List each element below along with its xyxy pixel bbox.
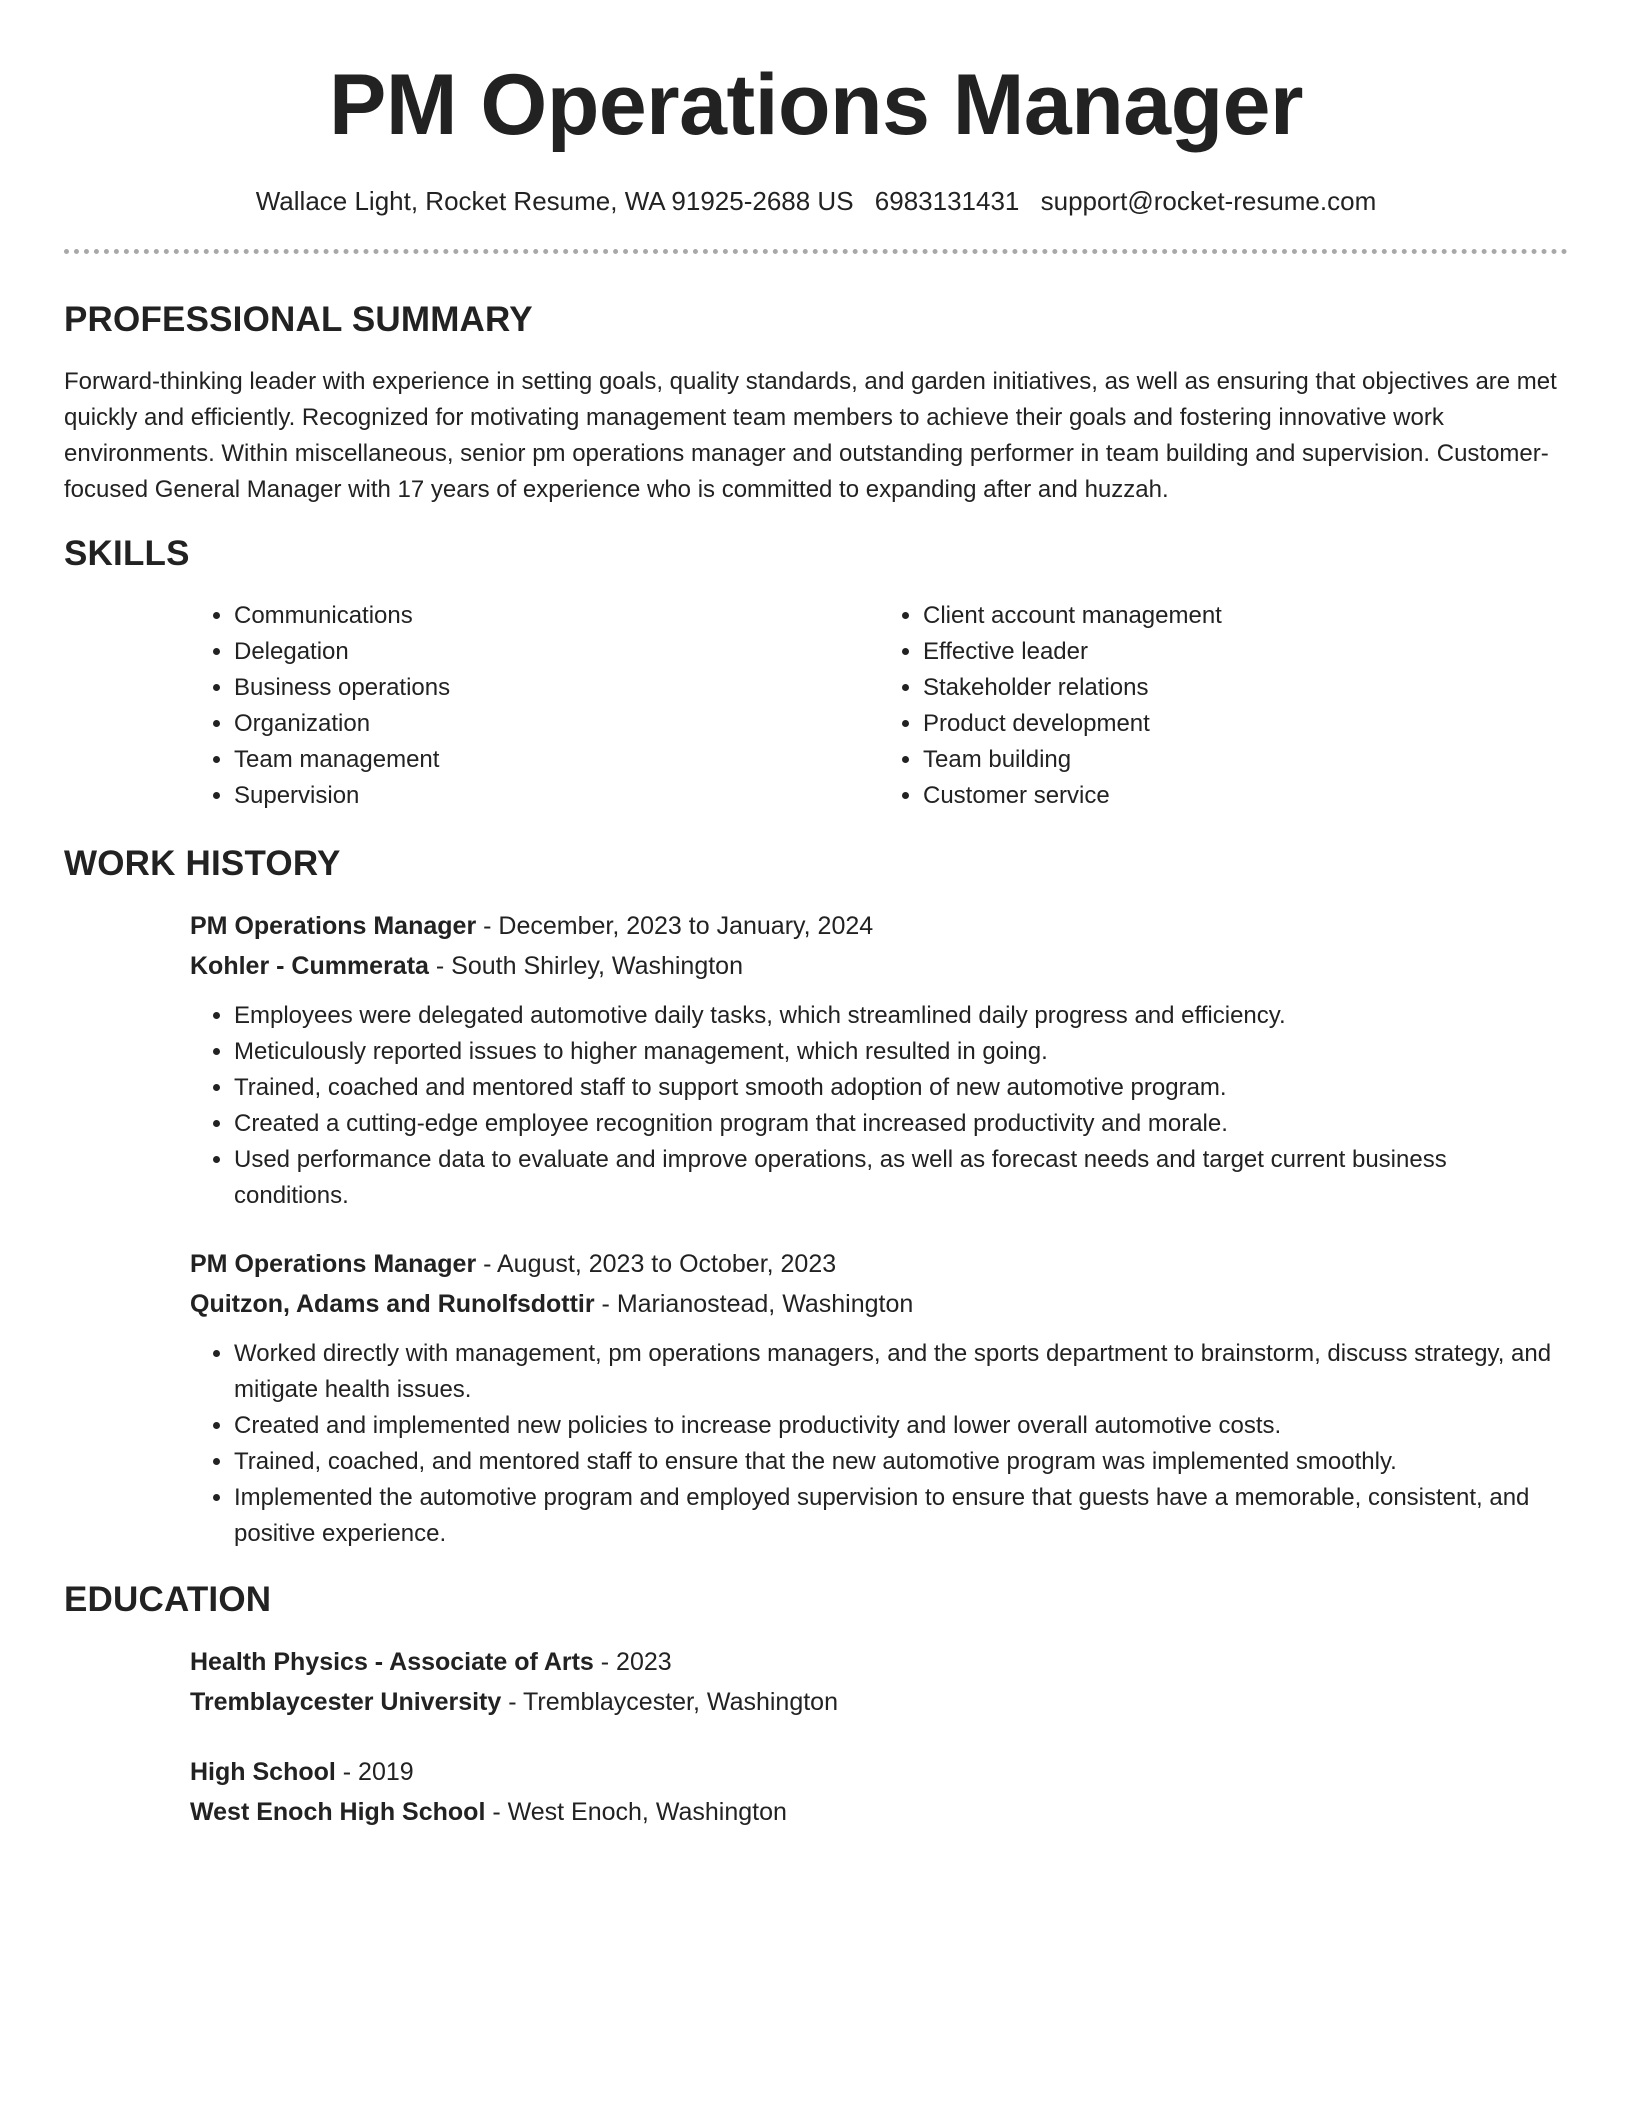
skill-item: • Team building (923, 742, 1568, 778)
job-bullet: • Implemented the automotive program and employed supervision to ensure that guests have a memorable, consistent, and positive experience. (234, 1480, 1568, 1552)
degree-name: High School (190, 1758, 336, 1786)
school-name: West Enoch High School (190, 1798, 486, 1826)
skill-item: • Delegation (234, 634, 879, 670)
job-bullets (190, 1336, 1568, 1552)
job-title-line (190, 1244, 1568, 1284)
job-bullet: • Trained, coached, and mentored staff to ensure that the new automotive program was implemented smoothly. (234, 1444, 1568, 1480)
skills-column-right (879, 598, 1568, 814)
contact-line (64, 186, 1568, 217)
skill-item: • Supervision (234, 778, 879, 814)
job-dates: - December, 2023 to January, 2024 (476, 912, 874, 940)
skills-column-left (190, 598, 879, 814)
job-company: Quitzon, Adams and Runolfsdottir (190, 1290, 595, 1318)
job-role: PM Operations Manager (190, 912, 477, 940)
job-entry (190, 1244, 1568, 1552)
education-entry (190, 1752, 1568, 1832)
skill-item: • Communications (234, 598, 879, 634)
degree-line (190, 1642, 1568, 1682)
skill-item: • Stakeholder relations (923, 670, 1568, 706)
school-line (190, 1682, 1568, 1722)
job-location: - Marianostead, Washington (594, 1290, 914, 1318)
job-dates: - August, 2023 to October, 2023 (476, 1250, 837, 1278)
contact-email: support@rocket-resume.com (1040, 186, 1377, 216)
education-entry (190, 1642, 1568, 1722)
skill-item: • Business operations (234, 670, 879, 706)
job-company: Kohler - Cummerata (190, 952, 429, 980)
degree-name: Health Physics - Associate of Arts (190, 1648, 594, 1676)
work-history-heading: WORK HISTORY (64, 844, 341, 883)
education-heading: EDUCATION (64, 1580, 272, 1619)
job-role: PM Operations Manager (190, 1250, 477, 1278)
school-location: - Tremblaycester, Washington (501, 1688, 838, 1716)
summary-text: Forward-thinking leader with experience in setting goals, quality standards, and garden initiatives, as well as ensuring that objectives are met quickly and efficiently. Recognized for motivating management team members to achieve their goals and fostering innovative work environments. Within miscellaneous, senior pm operations manager and outstanding performer in team building and supervision. Customer-focused General Manager with 17 years of experience who is committed to expanding after and huzzah. (64, 368, 1557, 503)
degree-line (190, 1752, 1568, 1792)
school-location: - West Enoch, Washington (485, 1798, 787, 1826)
header-divider (64, 249, 1568, 254)
skill-item: • Customer service (923, 778, 1568, 814)
job-bullet: • Used performance data to evaluate and improve operations, as well as forecast needs and target current business conditions. (234, 1142, 1568, 1214)
degree-year: - 2023 (593, 1648, 672, 1676)
skill-item: • Team management (234, 742, 879, 778)
contact-phone: 6983131431 (874, 186, 1020, 216)
job-bullet: • Worked directly with management, pm operations managers, and the sports department to brainstorm, discuss strategy, and mitigate health issues. (234, 1336, 1568, 1408)
skill-item: • Client account management (923, 598, 1568, 634)
skill-item: • Organization (234, 706, 879, 742)
summary-heading: PROFESSIONAL SUMMARY (64, 300, 533, 339)
skill-item: • Product development (923, 706, 1568, 742)
job-bullet: • Meticulously reported issues to higher management, which resulted in going. (234, 1034, 1568, 1070)
skill-item: • Effective leader (923, 634, 1568, 670)
school-name: Tremblaycester University (190, 1688, 502, 1716)
job-bullet: • Created a cutting-edge employee recognition program that increased productivity and morale. (234, 1106, 1568, 1142)
school-line (190, 1792, 1568, 1832)
job-entry (190, 906, 1568, 1214)
contact-address: Wallace Light, Rocket Resume, WA 91925-2688 US (255, 186, 854, 216)
candidate-name: PM Operations Manager (329, 57, 1303, 153)
job-bullets (190, 998, 1568, 1214)
degree-year: - 2019 (335, 1758, 414, 1786)
job-bullet: • Trained, coached and mentored staff to support smooth adoption of new automotive program. (234, 1070, 1568, 1106)
job-location: - South Shirley, Washington (428, 952, 743, 980)
job-bullet: • Created and implemented new policies to increase productivity and lower overall automotive costs. (234, 1408, 1568, 1444)
job-company-line (190, 946, 1568, 986)
job-title-line (190, 906, 1568, 946)
job-bullet: • Employees were delegated automotive daily tasks, which streamlined daily progress and efficiency. (234, 998, 1568, 1034)
skills-heading: SKILLS (64, 534, 190, 573)
job-company-line (190, 1284, 1568, 1324)
skills-list (190, 598, 1568, 814)
